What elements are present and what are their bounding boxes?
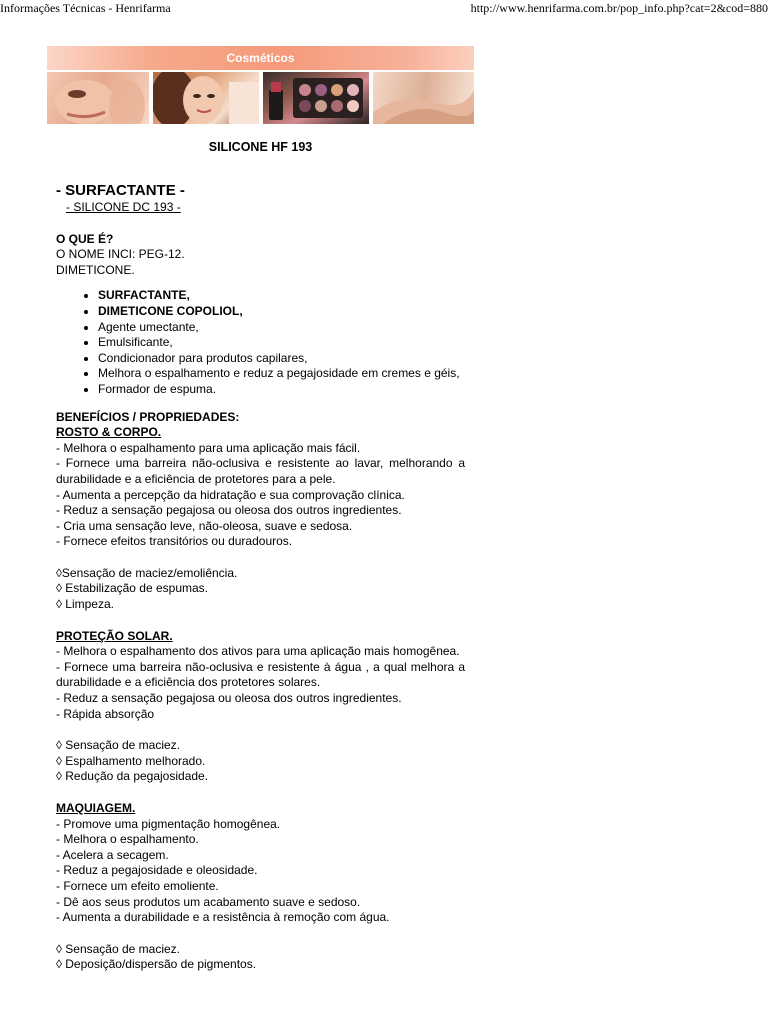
protecao-line: - Reduz a sensação pegajosa ou oleosa dos outros ingredientes. — [56, 691, 402, 706]
list-item: • DIMETICONE COPOLIOL, — [98, 304, 465, 320]
rosto-line: - Aumenta a percepção da hidratação e sua comprovação clínica. — [56, 487, 405, 502]
banner-photo-body — [373, 72, 474, 124]
maquiagem-line: - Acelera a secagem. — [56, 847, 169, 862]
protecao-line: - Rápida absorção — [56, 706, 155, 721]
banner-photo-woman — [153, 72, 259, 124]
protecao-diamond: ◊ Espalhamento melhorado. — [56, 753, 206, 768]
rosto-lines — [56, 441, 465, 550]
rosto-line: - Melhora o espalhamento para uma aplicação mais fácil. — [56, 440, 361, 455]
print-header — [0, 0, 768, 18]
banner-title: Cosméticos — [226, 51, 295, 65]
rosto-diamond: ◊ Estabilização de espumas. — [56, 581, 209, 596]
protecao-line: - Melhora o espalhamento dos ativos para uma aplicação mais homogênea. — [56, 644, 460, 659]
list-item: • Melhora o espalhamento e reduz a pegajosidade em cremes e géis, — [98, 366, 465, 382]
cosmetics-banner — [47, 46, 474, 126]
print-page-url: http://www.henrifarma.com.br/pop_info.php?cat=2&cod=880 — [470, 1, 768, 15]
list-item: • Emulsificante, — [98, 335, 465, 351]
section-subtitle: - SILICONE DC 193 - — [66, 200, 181, 214]
maquiagem-line: - Aumenta a durabilidade e a resistência à remoção com água. — [56, 910, 390, 925]
list-item: • SURFACTANTE, — [98, 288, 465, 304]
list-item: • Condicionador para produtos capilares, — [98, 351, 465, 367]
maquiagem-line: - Dê aos seus produtos um acabamento suave e sedoso. — [56, 894, 361, 909]
rosto-line: - Fornece efeitos transitórios ou duradouros. — [56, 534, 293, 549]
protecao-diamond: ◊ Sensação de maciez. — [56, 738, 180, 753]
rosto-line: - Fornece uma barreira não-oclusiva e resistente ao lavar, melhorando a durabilidade e a eficiência de protetores para a pele. — [56, 456, 465, 486]
maquiagem-lines — [56, 817, 465, 926]
maquiagem-line: - Melhora o espalhamento. — [56, 832, 199, 847]
protecao-line: - Fornece uma barreira não-oclusiva e resistente à água , a qual melhora a durabilidade e a eficiência dos protetores solares. — [56, 659, 465, 690]
rosto-diamond: ◊ Limpeza. — [56, 597, 114, 612]
print-page-title: Informações Técnicas - Henrifarma — [0, 1, 171, 15]
banner-photo-makeup — [263, 72, 369, 124]
rosto-heading: ROSTO & CORPO. — [56, 425, 162, 440]
what-is-line: O NOME INCI: PEG-12. — [56, 247, 185, 262]
section-title: - SURFACTANTE - — [56, 182, 185, 199]
document-body — [56, 140, 465, 973]
rosto-line: - Reduz a sensação pegajosa ou oleosa dos outros ingredientes. — [56, 503, 402, 518]
protecao-lines — [56, 644, 465, 722]
maquiagem-line: - Fornece um efeito emoliente. — [56, 878, 219, 893]
properties-list — [56, 288, 465, 397]
rosto-line: - Cria uma sensação leve, não-oleosa, suave e sedosa. — [56, 518, 353, 533]
what-is-heading: O QUE É? — [56, 231, 114, 246]
maquiagem-line: - Reduz a pegajosidade e oleosidade. — [56, 863, 258, 878]
what-is-line: DIMETICONE. — [56, 262, 135, 277]
maquiagem-diamond: ◊ Sensação de maciez. — [56, 941, 180, 956]
document-title: SILICONE HF 193 — [208, 140, 313, 154]
maquiagem-line: - Promove uma pigmentação homogênea. — [56, 816, 281, 831]
list-item: • Agente umectante, — [98, 320, 465, 336]
protecao-diamond: ◊ Redução da pegajosidade. — [56, 769, 209, 784]
list-item: • Formador de espuma. — [98, 382, 465, 398]
maquiagem-heading: MAQUIAGEM. — [56, 801, 136, 815]
protecao-heading: PROTEÇÃO SOLAR. — [56, 628, 173, 643]
benefits-heading: BENEFÍCIOS / PROPRIEDADES: — [56, 409, 240, 424]
rosto-diamond: ◊Sensação de maciez/emoliência. — [56, 565, 238, 580]
maquiagem-diamond: ◊ Deposição/dispersão de pigmentos. — [56, 957, 257, 972]
banner-photo-face — [47, 72, 149, 124]
